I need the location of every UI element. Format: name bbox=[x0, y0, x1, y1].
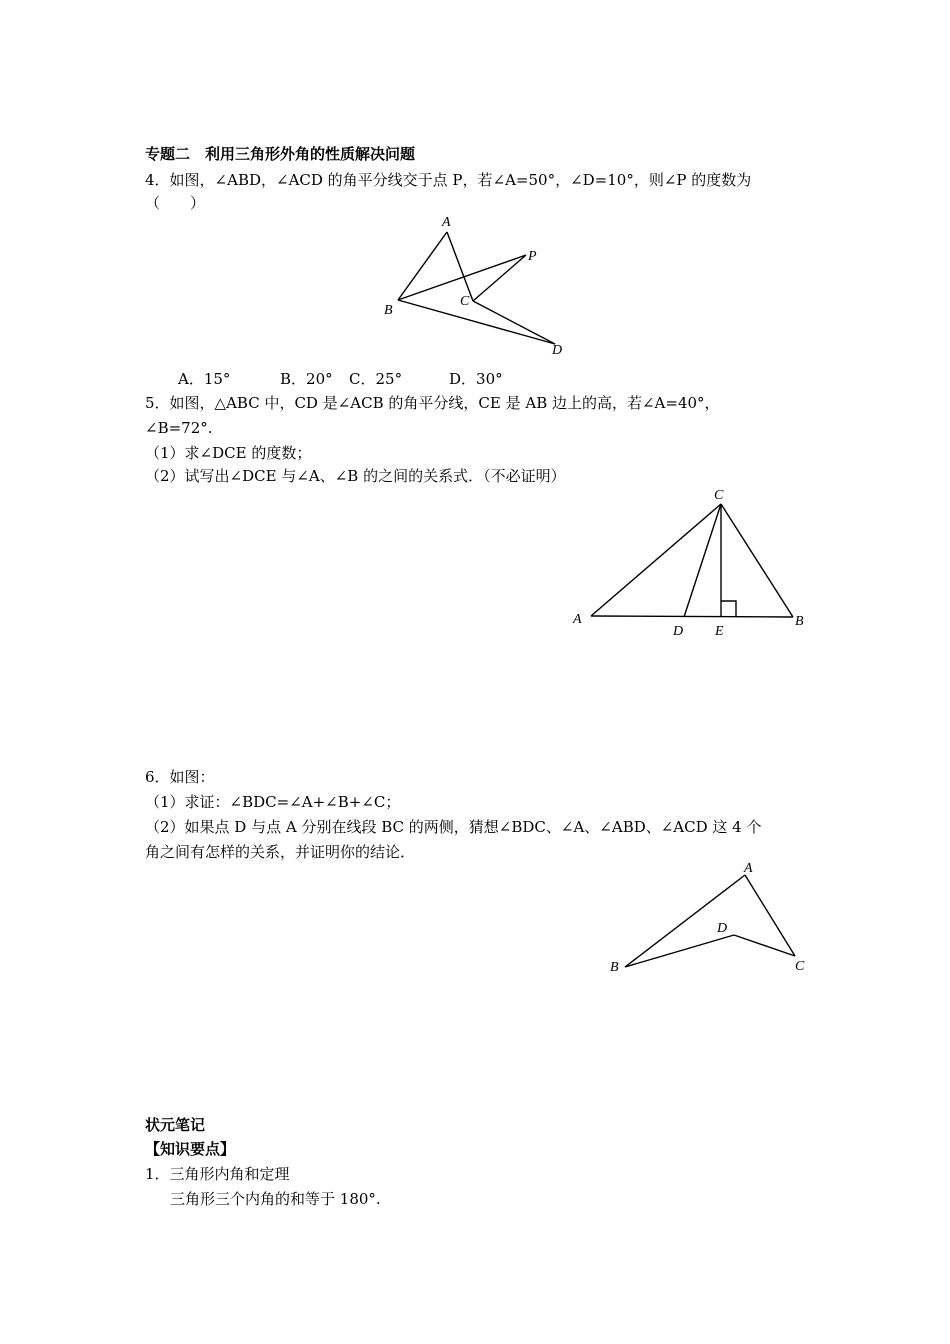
q5-part1: （1）求∠DCE 的度数； bbox=[145, 444, 312, 462]
notes-subtitle: 【知识要点】 bbox=[145, 1140, 236, 1158]
q4-label-c: C bbox=[460, 294, 470, 309]
q6-label-a: A bbox=[744, 861, 753, 876]
notes-title: 状元笔记 bbox=[145, 1116, 206, 1134]
q4-label-b: B bbox=[384, 303, 393, 318]
q4-choice-c: C．25° bbox=[349, 370, 403, 388]
q4-choices bbox=[178, 369, 503, 389]
q5-label-a: A bbox=[573, 612, 582, 627]
q5-label-e: E bbox=[715, 624, 724, 639]
q4-label-a: A bbox=[442, 215, 451, 230]
q4-line2: （ ） bbox=[145, 194, 206, 212]
q4-segment-ac bbox=[447, 232, 473, 301]
q4-segment-bd bbox=[398, 300, 555, 344]
q5-segment-cd bbox=[684, 504, 721, 617]
q4-figure bbox=[380, 210, 580, 360]
q5-segment-ab bbox=[591, 616, 793, 617]
q6-label-c: C bbox=[795, 959, 805, 974]
q4-segment-cp bbox=[473, 255, 526, 301]
q6-part1: （1）求证：∠BDC=∠A+∠B+∠C； bbox=[145, 793, 401, 811]
q4-segment-ab bbox=[398, 232, 447, 300]
q5-figure bbox=[570, 485, 810, 640]
q5-label-b: B bbox=[795, 614, 804, 629]
q6-segment-ac bbox=[745, 875, 795, 956]
q4-label-p: P bbox=[528, 249, 537, 264]
q4-choice-d: D．30° bbox=[449, 370, 503, 388]
q5-line2: ∠B=72°. bbox=[145, 419, 213, 437]
q4-line1: 4．如图，∠ABD，∠ACD 的角平分线交于点 P，若∠A=50°，∠D=10°，则∠P 的度数为 bbox=[145, 171, 752, 189]
notes-item1-title: 1．三角形内角和定理 bbox=[145, 1165, 290, 1183]
q6-part2: （2）如果点 D 与点 A 分别在线段 BC 的两侧，猜想∠BDC、∠A、∠ABD、∠ACD 这 4 个 bbox=[145, 818, 762, 836]
q6-segment-bd bbox=[625, 935, 734, 967]
q6-label-d: D bbox=[717, 921, 728, 936]
q5-right-angle-mark bbox=[721, 601, 736, 617]
q5-part2: （2）试写出∠DCE 与∠A、∠B 的之间的关系式．（不必证明） bbox=[145, 467, 566, 485]
q5-label-c: C bbox=[714, 488, 724, 503]
q4-choice-a: A．15° bbox=[178, 370, 231, 388]
q5-label-d: D bbox=[673, 624, 684, 639]
q6-label-b: B bbox=[610, 960, 619, 975]
q5-segment-ac bbox=[591, 504, 721, 616]
q4-label-d: D bbox=[552, 343, 563, 358]
q5-line1: 5．如图，△ABC 中，CD 是∠ACB 的角平分线，CE 是 AB 边上的高，若∠A=40°， bbox=[145, 394, 720, 412]
q6-figure bbox=[605, 855, 815, 980]
section-title: 专题二 利用三角形外角的性质解决问题 bbox=[145, 145, 416, 163]
q5-segment-bc bbox=[721, 504, 793, 617]
q6-part2b: 角之间有怎样的关系，并证明你的结论． bbox=[145, 843, 416, 861]
q4-segment-cd bbox=[473, 301, 555, 344]
q6-segment-dc bbox=[734, 935, 795, 956]
q4-choice-b: B．20° bbox=[280, 370, 333, 388]
notes-item1-body: 三角形三个内角的和等于 180°. bbox=[170, 1190, 381, 1208]
q6-line1: 6．如图： bbox=[145, 768, 215, 786]
